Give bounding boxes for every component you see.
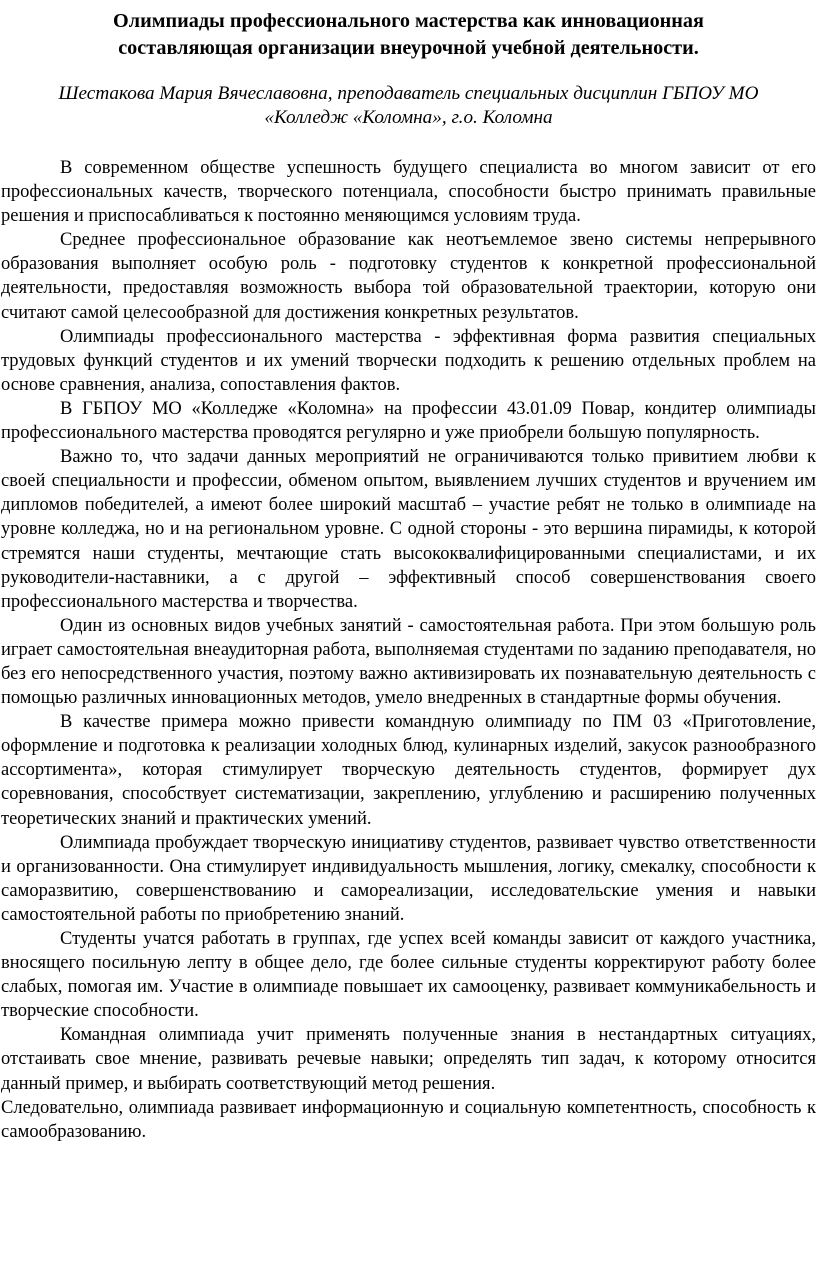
paragraph: Командная олимпиада учит применять полученные знания в нестандартных ситуациях, отстаивать свое мнение, развивать речевые навыки; определять тип задач, к которому относится данный пример, и выбирать соответствующий метод решения. [1, 1025, 816, 1094]
title-line-2: составляющая организации внеурочной учебной деятельности. [118, 37, 699, 59]
author-line-1: Шестакова Мария Вячеславовна, преподаватель специальных дисциплин ГБПОУ МО [58, 83, 759, 104]
document-title [1, 8, 816, 62]
paragraph: В качестве примера можно привести командную олимпиаду по ПМ 03 «Приготовление, оформление и подготовка к реализации холодных блюд, кулинарных изделий, закусок разнообразного ассортимента», которая стимулирует творческую деятельность студентов, формирует дух соревнования, способствует систематизации, закреплению, углублению и расширению полученных теоретических знаний и практических умений. [1, 712, 816, 829]
paragraph: Олимпиада пробуждает творческую инициативу студентов, развивает чувство ответственности и организованности. Она стимулирует индивидуальность мышления, логику, смекалку, способности к саморазвитию, совершенствованию и самореализации, исследовательские умения и навыки самостоятельной работы по приобретению знаний. [1, 832, 816, 925]
paragraph: Среднее профессиональное образование как неотъемлемое звено системы непрерывного образования выполняет особую роль - подготовку студентов к конкретной профессиональной деятельности, предоставляя возможность выбора той образовательной траектории, которую они считают самой целесообразной для достижения конкретных результатов. [1, 230, 816, 323]
paragraph: Важно то, что задачи данных мероприятий не ограничиваются только привитием любви к своей специальности и профессии, обменом опытом, выявлением лучших студентов и вручением им дипломов победителей, а имеют более широкий масштаб – участие ребят не только в олимпиаде на уровне колледжа, но и на региональном уровне. С одной стороны - это вершина пирамиды, к которой стремятся наши студенты, мечтающие стать высококвалифицированными специалистами, и их руководители-наставники, а с другой – эффективный способ совершенствования своего профессионального мастерства и творчества. [1, 447, 816, 612]
paragraph: Один из основных видов учебных занятий - самостоятельная работа. При этом большую роль играет самостоятельная внеаудиторная работа, выполняемая студентами по заданию преподавателя, но без его непосредственного участия, поэтому важно активизировать их познавательную деятельность с помощью различных инновационных методов, умело внедренных в стандартные формы обучения. [1, 615, 816, 709]
title-line-1: Олимпиады профессионального мастерства как инновационная [113, 10, 704, 32]
paragraph: В современном обществе успешность будущего специалиста во многом зависит от его профессиональных качеств, творческого потенциала, способности быстро принимать правильные решения и приспосабливаться к постоянно меняющимся условиям труда. [1, 158, 816, 227]
author-info [1, 82, 816, 130]
paragraph: В ГБПОУ МО «Колледже «Коломна» на профессии 43.01.09 Повар, кондитер олимпиады профессионального мастерства проводятся регулярно и уже приобрели большую популярность. [1, 398, 816, 444]
paragraph: Студенты учатся работать в группах, где успех всей команды зависит от каждого участника, вносящего посильную лепту в общее дело, где более сильные студенты корректируют работу более слабых, помогая им. Участие в олимпиаде повышает их самооценку, развивает коммуникабельность и творческие способности. [1, 929, 816, 1022]
author-line-2: «Колледж «Коломна», г.о. Коломна [264, 107, 553, 128]
paragraph: Следовательно, олимпиада развивает информационную и социальную компетентность, способность к самообразованию. [1, 1097, 816, 1142]
document-body [1, 156, 816, 1144]
paragraph: Олимпиады профессионального мастерства - эффективная форма развития специальных трудовых функций студентов и их умений творчески подходить к решению отдельных проблем на основе сравнения, анализа, сопоставления фактов. [1, 326, 816, 395]
document-page [0, 8, 816, 1275]
